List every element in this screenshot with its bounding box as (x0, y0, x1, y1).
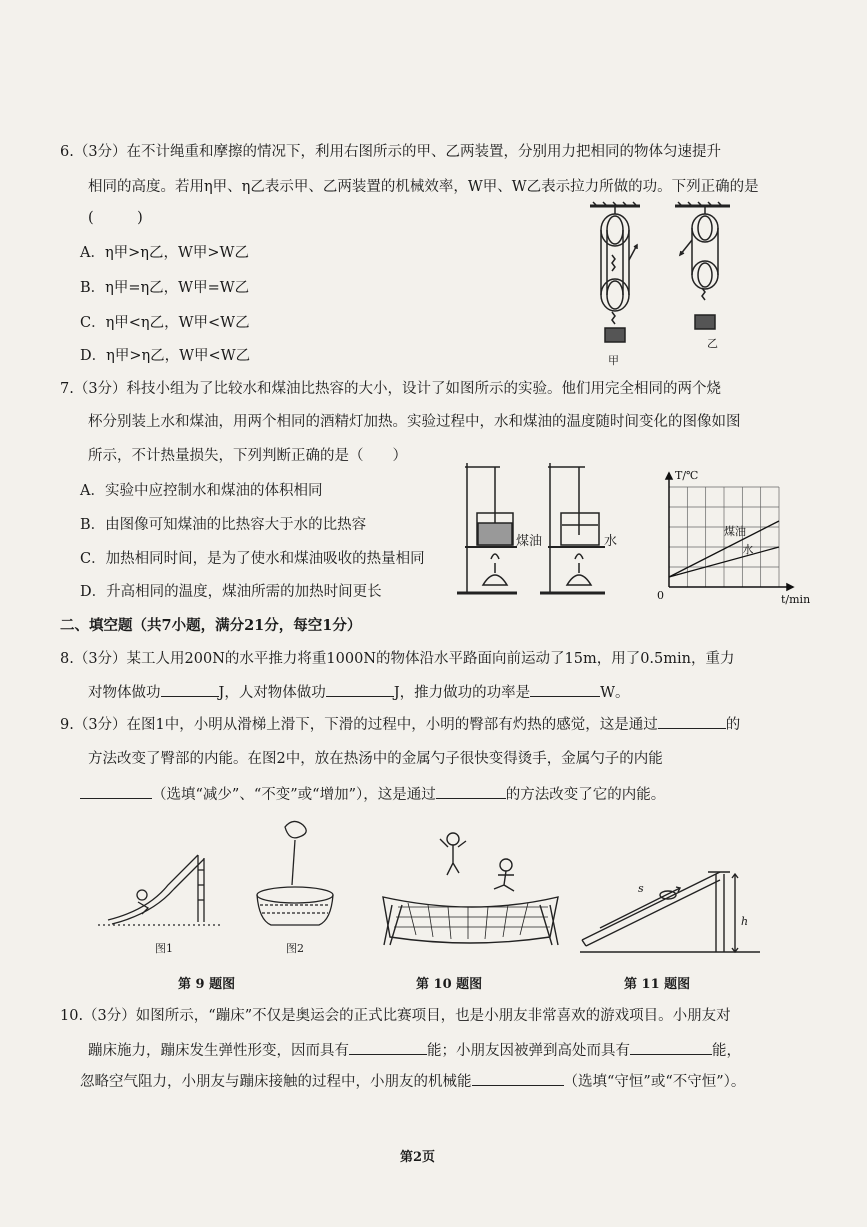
chart-origin: 0 (657, 589, 664, 602)
q9-line-1 (60, 714, 740, 735)
q8-line-2 (88, 682, 630, 703)
q10-blank-3[interactable] (472, 1071, 564, 1086)
label-s: s (638, 882, 644, 895)
chart-xlabel: t/min (781, 593, 811, 606)
q7-option-a: A．实验中应控制水和煤油的体积相同 (80, 483, 323, 499)
q6-line-2: 相同的高度。若用η甲、η乙表示甲、乙两装置的机械效率，W甲、W乙表示拉力所做的功。下列正确的是 (88, 179, 759, 195)
hot-soup-figure (250, 815, 340, 935)
q8-line-1: 8.（3分）某工人用200N的水平推力将重1000N的物体沿水平路面向前运动了15m，用了0.5min，重力 (60, 651, 735, 667)
q8-blank-1[interactable] (161, 682, 219, 697)
caption-q11: 第 11 题图 (624, 977, 691, 992)
q7-line-2: 杯分别装上水和煤油，用两个相同的酒精灯加热。实验过程中，水和煤油的温度随时间变化的图像如图 (88, 414, 741, 430)
chart-ylabel: T/℃ (675, 469, 699, 482)
label-jia: 甲 (608, 354, 619, 367)
q6-option-d: D．η甲>η乙，W甲<W乙 (80, 348, 251, 364)
q9-text-c: （选填“减少”、“不变”或“增加”），这是通过 (152, 787, 436, 803)
q8-text-c: J，推力做功的功率是 (393, 685, 531, 701)
q10-text-c: 能， (712, 1043, 741, 1059)
q9-line-2: 方法改变了臀部的内能。在图2中，放在热汤中的金属勺子很快变得烫手，金属勺子的内能 (88, 751, 663, 767)
section-2-title: 二、填空题（共7小题，满分21分，每空1分） (60, 617, 362, 634)
chart-series-label-kerosene: 煤油 (724, 525, 746, 538)
q7-line-1: 7.（3分）科技小组为了比较水和煤油比热容的大小，设计了如图所示的实验。他们用完全相同的两个烧 (60, 381, 722, 397)
q9-blank-3[interactable] (436, 784, 506, 799)
q8-text-d: W。 (600, 685, 630, 701)
incline-figure (580, 860, 765, 955)
trampoline-figure (378, 825, 563, 955)
label-water: 水 (604, 534, 618, 549)
q8-text-a: 对物体做功 (88, 685, 161, 701)
chart-y-arrow (666, 473, 672, 479)
q10-blank-1[interactable] (349, 1040, 427, 1055)
q10-text-e: （选填“守恒”或“不守恒”）。 (563, 1074, 746, 1090)
q10-blank-2[interactable] (630, 1040, 712, 1055)
q8-blank-3[interactable] (530, 682, 600, 697)
page-number: 第2页 (400, 1150, 436, 1165)
q10-text-b: 能；小朋友因被弹到高处而具有 (427, 1043, 630, 1059)
q9-blank-2[interactable] (80, 784, 152, 799)
q10-line-2 (88, 1040, 741, 1061)
slide-figure (98, 850, 223, 935)
caption-q10: 第 10 题图 (416, 977, 483, 992)
q9-text-b: 的 (725, 717, 741, 733)
q7-option-c: C．加热相同时间，是为了使水和煤油吸收的热量相同 (80, 551, 425, 567)
q8-blank-2[interactable] (326, 682, 394, 697)
q9-line-3 (80, 784, 665, 805)
q9-blank-1[interactable] (658, 714, 726, 729)
q6-option-a: A．η甲>η乙，W甲>W乙 (80, 245, 249, 261)
chart-x-arrow (787, 584, 793, 590)
label-kerosene: 煤油 (516, 534, 543, 549)
q10-text-d: 忽略空气阻力，小朋友与蹦床接触的过程中，小朋友的机械能 (80, 1074, 472, 1090)
caption-q9: 第 9 题图 (178, 977, 236, 992)
q10-line-1: 10.（3分）如图所示，“蹦床”不仅是奥运会的正式比赛项目，也是小朋友非常喜欢的游戏项目。小朋友对 (60, 1008, 731, 1024)
q6-option-b: B．η甲=η乙，W甲=W乙 (80, 280, 250, 296)
q6-answer-paren: ( ) (88, 210, 143, 226)
q9-text-a: 9.（3分）在图1中，小明从滑梯上滑下，下滑的过程中，小明的臀部有灼热的感觉，这是通过 (60, 717, 658, 733)
q7-line-3: 所示，不计热量损失，下列判断正确的是（ ） (88, 448, 407, 464)
q10-text-a: 蹦床施力，蹦床发生弹性形变，因而具有 (88, 1043, 349, 1059)
temperature-chart (655, 465, 811, 606)
chart-series-label-water: 水 (742, 543, 754, 556)
heating-apparatus-figure (455, 455, 630, 600)
q6-option-c: C．η甲<η乙，W甲<W乙 (80, 315, 250, 331)
q8-text-b: J，人对物体做功 (218, 685, 326, 701)
fig1-label: 图1 (155, 942, 173, 955)
q9-text-d: 的方法改变了它的内能。 (505, 787, 666, 803)
fig2-label: 图2 (286, 942, 304, 955)
q6-line-1: 6.（3分）在不计绳重和摩擦的情况下，利用右图所示的甲、乙两装置，分别用力把相同的物体匀速提升 (60, 144, 722, 160)
label-yi: 乙 (707, 337, 718, 350)
q7-option-d: D．升高相同的温度，煤油所需的加热时间更长 (80, 584, 382, 600)
q10-line-3 (80, 1071, 745, 1092)
label-h: h (741, 915, 749, 928)
q7-option-b: B．由图像可知煤油的比热容大于水的比热容 (80, 517, 367, 533)
